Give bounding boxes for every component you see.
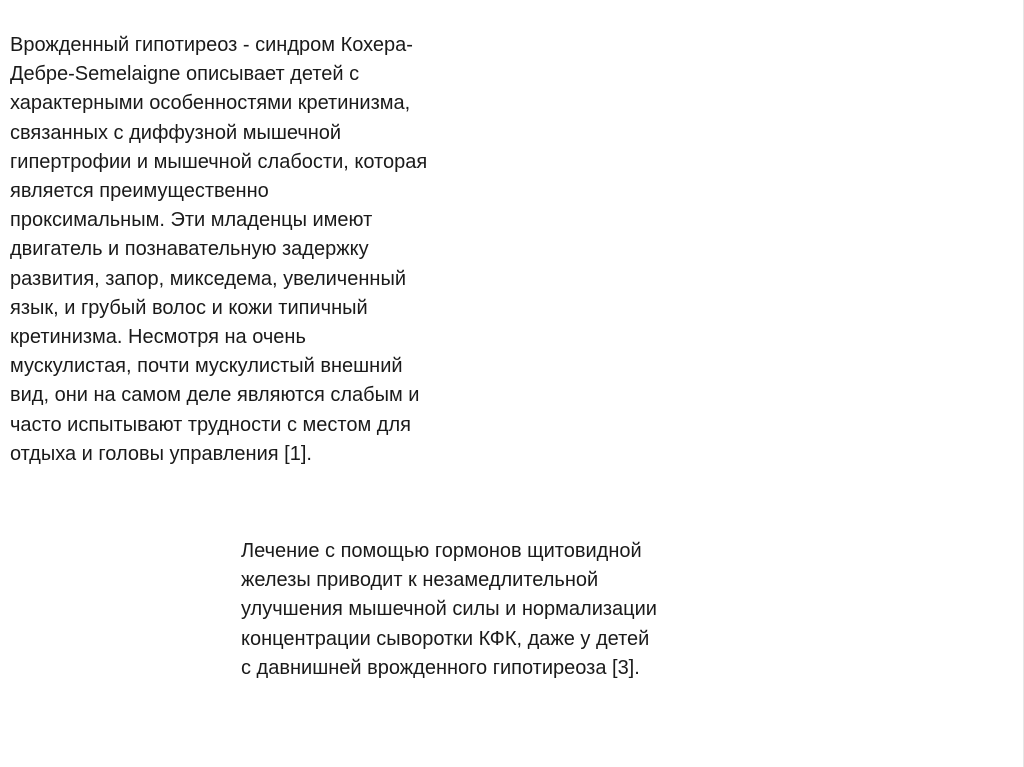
paragraph-line: мускулистая, почти мускулистый внешний bbox=[10, 355, 403, 378]
paragraph-line: двигатель и познавательную задержку bbox=[10, 238, 369, 261]
paragraph-line: гипертрофии и мышечной слабости, которая bbox=[10, 150, 428, 173]
paragraph-line: является преимущественно bbox=[10, 180, 269, 203]
paragraph-line: с давнишней врожденного гипотиреоза [3]. bbox=[241, 656, 640, 679]
paragraph-line: отдыха и головы управления [1]. bbox=[10, 442, 312, 465]
paragraph-line: Врожденный гипотиреоз - синдром Кохера- bbox=[10, 34, 413, 56]
paragraph-line: улучшения мышечной силы и нормализации bbox=[241, 598, 657, 621]
paragraph-line: концентрации сыворотки КФК, даже у детей bbox=[241, 627, 650, 650]
paragraph-line: язык, и грубый волос и кожи типичный bbox=[10, 296, 368, 319]
paragraph-line: Дебре-Semelaigne описывает детей с bbox=[10, 63, 360, 86]
paragraph-line: связанных с диффузной мышечной bbox=[10, 121, 342, 144]
paragraph-line: развития, запор, микседема, увеличенный bbox=[10, 267, 406, 290]
paragraph-line: железы приводит к незамедлительной bbox=[241, 569, 599, 592]
paragraph-line: вид, они на самом деле являются слабым и bbox=[10, 384, 420, 407]
paragraph-congenital-hypothyroidism bbox=[10, 31, 510, 469]
paragraph-line: характерными особенностями кретинизма, bbox=[10, 92, 411, 115]
paragraph-line: Лечение с помощью гормонов щитовидной bbox=[241, 540, 642, 562]
paragraph-line: часто испытывают трудности с местом для bbox=[10, 413, 411, 436]
paragraph-treatment bbox=[241, 537, 761, 683]
paragraph-line: кретинизма. Несмотря на очень bbox=[10, 326, 306, 349]
paragraph-line: проксимальным. Эти младенцы имеют bbox=[10, 209, 373, 232]
